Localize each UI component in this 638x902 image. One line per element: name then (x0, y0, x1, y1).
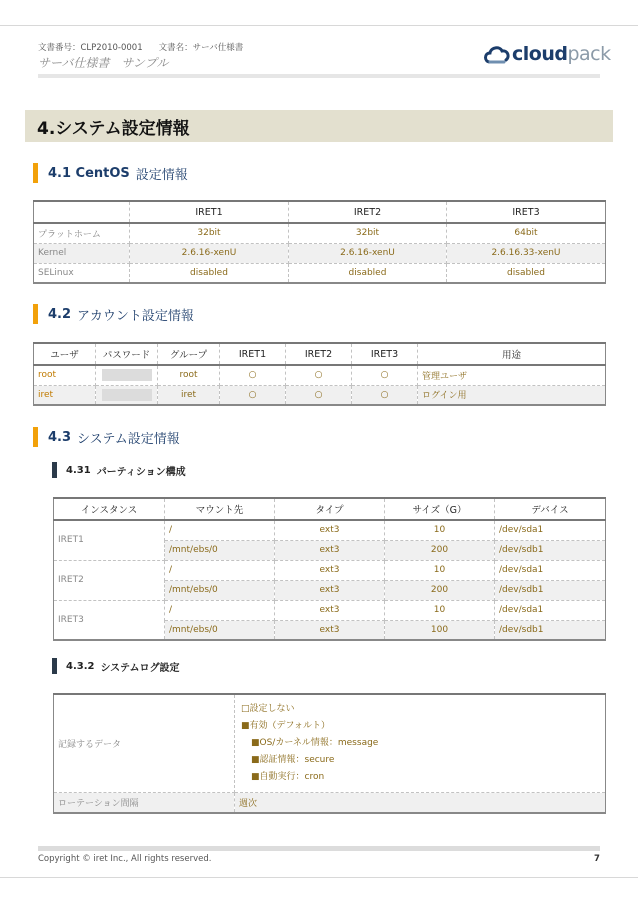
table-header-row (34, 201, 606, 223)
page-number: 7 (594, 854, 600, 864)
password-cell (96, 365, 158, 385)
header-cell: デバイス (495, 498, 606, 520)
document-meta (38, 41, 243, 53)
table-row (34, 263, 606, 283)
header-cell: マウント先 (165, 498, 275, 520)
device-cell: /dev/sda1 (495, 560, 606, 580)
syslog-settings-table (53, 693, 606, 814)
password-cell (96, 385, 158, 405)
header-cell: IRET1 (220, 343, 286, 365)
table-cell: disabled (447, 263, 606, 283)
section-number: 4.3.2 (66, 660, 95, 672)
type-cell: ext3 (275, 540, 385, 560)
table-cell: ○ (220, 365, 286, 385)
doc-subtitle: サーバ仕様書 サンプル (38, 56, 169, 70)
table-row (54, 520, 606, 540)
copyright: Copyright © iret Inc., All rights reserved. (38, 854, 212, 864)
table-cell: 32bit (130, 223, 289, 243)
table-row (54, 694, 606, 793)
table-cell: ○ (352, 365, 418, 385)
header-cell: ユーザ (34, 343, 96, 365)
option-enabled-default: ■有効（デフォルト） (241, 721, 331, 731)
table-cell: ○ (286, 385, 352, 405)
table-cell: disabled (289, 263, 447, 283)
table-cell: ○ (286, 365, 352, 385)
logo-text-cloud: cloud (512, 42, 568, 65)
table-cell: ○ (352, 385, 418, 405)
type-cell: ext3 (275, 560, 385, 580)
type-cell: ext3 (275, 520, 385, 540)
instance-cell: IRET1 (54, 520, 165, 560)
table-cell: 2.6.16.33-xenU (447, 243, 606, 263)
row-label: プラットホーム (34, 223, 130, 243)
device-cell: /dev/sdb1 (495, 620, 606, 640)
purpose-cell: ログイン用 (418, 385, 606, 405)
header-cell: 用途 (418, 343, 606, 365)
device-cell: /dev/sdb1 (495, 580, 606, 600)
centos-settings-table (33, 200, 606, 284)
password-redacted (102, 389, 152, 401)
table-row (34, 365, 606, 385)
data-label-cell: 記録するデータ (54, 694, 235, 793)
header-rule (38, 74, 600, 78)
rotation-value-cell: 週次 (235, 793, 606, 813)
size-cell: 10 (385, 560, 495, 580)
user-cell: iret (34, 385, 96, 405)
device-cell: /dev/sda1 (495, 600, 606, 620)
device-cell: /dev/sda1 (495, 520, 606, 540)
password-redacted (102, 369, 152, 381)
mount-cell: /mnt/ebs/0 (165, 540, 275, 560)
option-message: ■OS/カーネル情報：message (251, 738, 379, 748)
device-cell: /dev/sdb1 (495, 540, 606, 560)
section-number: 4.1 CentOS (48, 165, 130, 181)
row-label: SELinux (34, 263, 130, 283)
header-cell: グループ (158, 343, 220, 365)
section-4-3-2-heading (52, 658, 185, 674)
section-number: 4.3 (48, 429, 72, 445)
purpose-cell: 管理ユーザ (418, 365, 606, 385)
mount-cell: / (165, 600, 275, 620)
size-cell: 200 (385, 540, 495, 560)
user-cell: root (34, 365, 96, 385)
header-cell: タイプ (275, 498, 385, 520)
group-cell: iret (158, 385, 220, 405)
header-cell: IRET3 (352, 343, 418, 365)
group-cell: root (158, 365, 220, 385)
section-title: アカウント設定情報 (77, 308, 194, 324)
table-row (34, 385, 606, 405)
table-cell: disabled (130, 263, 289, 283)
size-cell: 10 (385, 520, 495, 540)
instance-cell: IRET2 (54, 560, 165, 600)
instance-cell: IRET3 (54, 600, 165, 640)
mount-cell: /mnt/ebs/0 (165, 620, 275, 640)
mount-cell: /mnt/ebs/0 (165, 580, 275, 600)
option-disabled: □設定しない (241, 704, 295, 714)
section-4-3-heading (33, 427, 180, 447)
table-cell: 2.6.16-xenU (289, 243, 447, 263)
bottom-border (0, 877, 638, 878)
table-row (34, 243, 606, 263)
mount-cell: / (165, 560, 275, 580)
type-cell: ext3 (275, 600, 385, 620)
option-secure: ■認証情報：secure (251, 755, 335, 765)
header-cell: IRET2 (289, 201, 447, 223)
section-title: システム設定情報 (77, 431, 180, 447)
type-cell: ext3 (275, 580, 385, 600)
table-row (54, 793, 606, 813)
log-options-cell (235, 694, 606, 793)
header-cell: サイズ（G） (385, 498, 495, 520)
table-cell: 64bit (447, 223, 606, 243)
account-settings-table (33, 342, 606, 406)
footer-rule (38, 846, 600, 851)
doc-number: 文書番号：CLP2010-0001 (38, 43, 143, 53)
section-number: 4.31 (66, 464, 91, 476)
header-cell: パスワード (96, 343, 158, 365)
partition-table (53, 497, 606, 641)
section-number: 4.2 (48, 306, 72, 322)
mount-cell: / (165, 520, 275, 540)
size-cell: 100 (385, 620, 495, 640)
table-header-row (54, 498, 606, 520)
top-border (0, 25, 638, 26)
table-cell: 2.6.16-xenU (130, 243, 289, 263)
option-cron: ■自動実行：cron (251, 772, 325, 782)
table-row (54, 560, 606, 580)
table-header-row (34, 343, 606, 365)
logo-text-pack: pack (567, 42, 611, 65)
section-4-2-heading (33, 304, 194, 324)
header-cell: インスタンス (54, 498, 165, 520)
section-4-31-heading (52, 462, 192, 478)
doc-name: 文書名：サーバ仕様書 (158, 43, 244, 53)
header-cell: IRET3 (447, 201, 606, 223)
section-title: 設定情報 (135, 167, 188, 183)
size-cell: 200 (385, 580, 495, 600)
section-title: システムログ設定 (100, 662, 180, 674)
chapter-title: 4.システム設定情報 (25, 110, 613, 142)
type-cell: ext3 (275, 620, 385, 640)
section-title: パーティション構成 (96, 466, 186, 478)
cloudpack-logo (482, 40, 611, 68)
header-cell (34, 201, 130, 223)
rotation-label-cell: ローテーション間隔 (54, 793, 235, 813)
table-row (34, 223, 606, 243)
cloud-logo-icon (482, 42, 512, 66)
row-label: Kernel (34, 243, 130, 263)
section-4-1-heading (33, 163, 188, 183)
table-cell: ○ (220, 385, 286, 405)
table-cell: 32bit (289, 223, 447, 243)
header-cell: IRET2 (286, 343, 352, 365)
size-cell: 10 (385, 600, 495, 620)
table-row (54, 600, 606, 620)
header-cell: IRET1 (130, 201, 289, 223)
